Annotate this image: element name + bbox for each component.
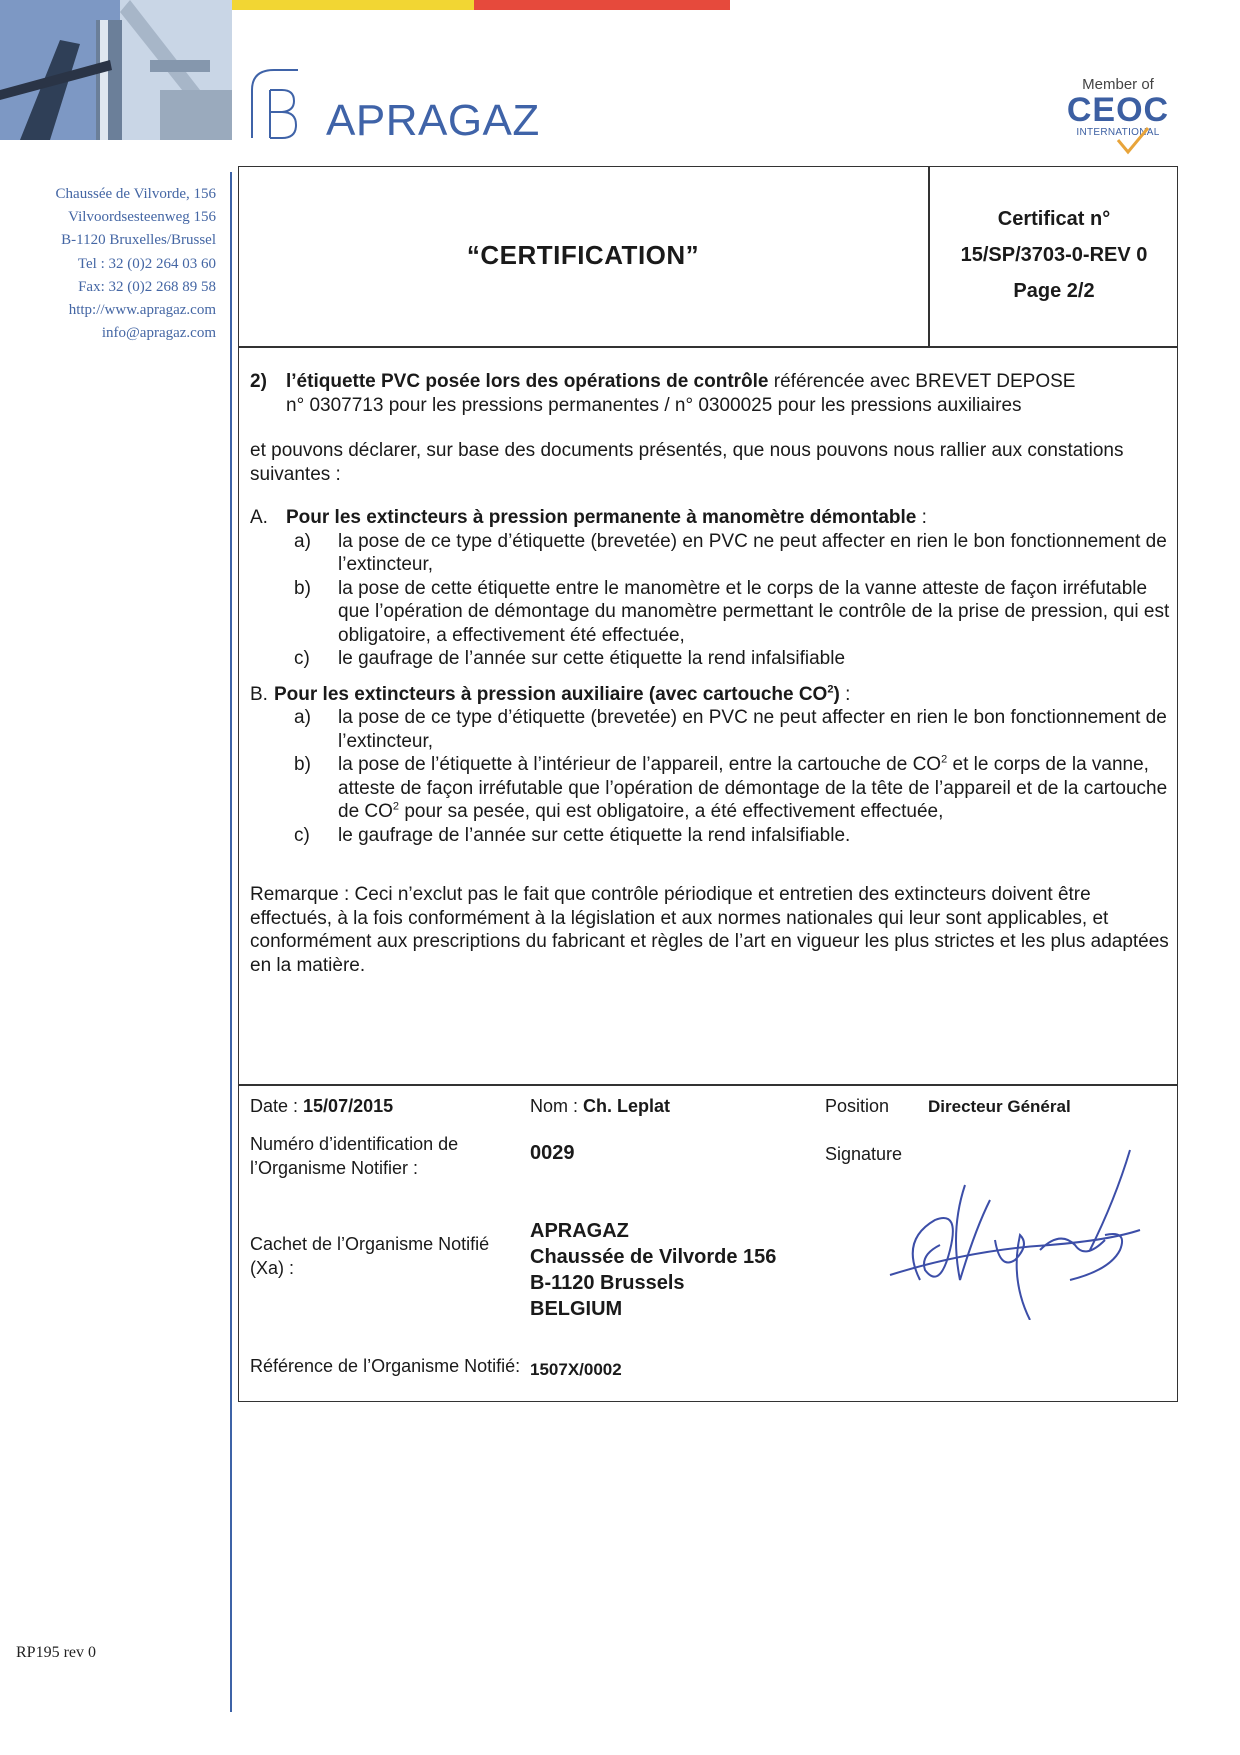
list-label: b) (294, 754, 311, 775)
section-b-title: Pour les extincteurs à pression auxiliaire (avec cartouche CO (274, 683, 828, 705)
list-label: a) (294, 707, 311, 728)
name-field (530, 1096, 670, 1117)
certificate-number: 15/SP/3703-0-REV 0 (960, 244, 1148, 266)
address-line: Vilvoordsesteenweg 156 (68, 209, 216, 226)
position-label: Position (825, 1096, 890, 1116)
footer-divider (238, 1084, 1178, 1086)
address-fax: Fax: 32 (0)2 268 89 58 (78, 278, 216, 295)
date-value: 15/07/2015 (303, 1096, 394, 1116)
certificate-label: Certificat n° (997, 208, 1111, 230)
section-a-item (294, 530, 1170, 577)
certificate-body (250, 370, 1170, 977)
company-address (0, 183, 216, 345)
section-b-item (294, 753, 1170, 824)
remark-paragraph: Remarque : Ceci n’exclut pas le fait que contrôle périodique et entretien des extincteurs doivent être effectués, à la fois conformément à la législation et aux normes nationales qui leur sont applicables, et conformément aux prescriptions du fabricant et règles de l’art en vigueur les plus strictes et les plus adaptées en la matière. (250, 884, 1169, 976)
header-photo (0, 0, 232, 140)
address-website: http://www.apragaz.com (68, 302, 216, 319)
sidebar-divider (230, 172, 232, 1712)
list-text: la pose de cette étiquette entre le manomètre et le corps de la vanne atteste de façon irréfutable que l’opération de démontage du manomètre permettant le contrôle de la prise de pression, qui est obligatoire, a effectivement été effectuée, (338, 577, 1170, 646)
item-2-bold: l’étiquette PVC posée lors des opérations de contrôle (286, 371, 769, 392)
section-b-label: B. (250, 683, 268, 705)
handwritten-signature (880, 1140, 1150, 1320)
section-a-item (294, 577, 1170, 648)
ceoc-name: CEOC (1066, 91, 1170, 129)
position-value: Directeur Général (928, 1097, 1071, 1116)
name-value: Ch. Leplat (583, 1096, 671, 1116)
apragaz-logo-icon (250, 66, 302, 140)
stamp-label: Cachet de l’Organisme Notifié (Xa) : (250, 1234, 490, 1278)
reference-value: 1507X/0002 (530, 1360, 622, 1379)
section-b-item (294, 706, 1170, 753)
list-text: la pose de l’étiquette à l’intérieur de l’appareil, entre la cartouche de $CO^2$ et le corps de la vanne, atteste de façon irréfutable que l’opération de démontage de la tête de l’appareil et de la cartouche de $CO^2$ pour sa pesée, qui est obligatoire, a été effectivement effectuée, (338, 753, 1168, 822)
address-email: info@apragaz.com (101, 325, 216, 342)
checkmark-icon (1114, 126, 1150, 156)
item-2 (250, 370, 1170, 417)
list-label: b) (294, 577, 311, 599)
list-text: la pose de ce type d’étiquette (brevetée) en PVC ne peut affecter en rien le bon fonctionnement de l’extincteur, (338, 707, 1167, 752)
id-value: 0029 (530, 1142, 575, 1164)
address-line: Chaussée de Vilvorde, 156 (55, 186, 216, 202)
list-label: c) (294, 824, 310, 846)
date-label: Date : (250, 1096, 304, 1116)
list-label: a) (294, 530, 311, 552)
header-divider (238, 346, 1178, 348)
section-a (250, 506, 1170, 671)
list-text: le gaufrage de l’année sur cette étiquette la rend infalsifiable (338, 648, 846, 669)
address-phone: Tel : 32 (0)2 264 03 60 (77, 255, 216, 272)
address-line: B-1120 Bruxelles/Brussel (61, 232, 216, 249)
certificate-info (930, 201, 1178, 309)
document-title: “CERTIFICATION” (466, 240, 700, 270)
stamp-line: B-1120 Brussels (530, 1272, 685, 1294)
item-2-line2: n° 0307713 pour les pressions permanentes / n° 0300025 pour les pressions auxiliaires (286, 394, 1022, 416)
list-text: le gaufrage de l’année sur cette étiquette la rend infalsifiable. (338, 824, 851, 846)
item-2-line1: référencée avec BREVET DEPOSE (768, 371, 1076, 392)
ceoc-international: INTERNATIONAL (1076, 127, 1160, 138)
ceoc-member-of: Member of (1082, 76, 1154, 93)
section-a-title: Pour les extincteurs à pression permanente à manomètre démontable (286, 507, 917, 528)
section-a-item (294, 647, 1170, 671)
ceoc-logo (1058, 76, 1178, 158)
reference-label: Référence de l’Organisme Notifié: (250, 1356, 521, 1376)
signature-label: Signature (825, 1144, 903, 1164)
list-label: c) (294, 648, 310, 669)
apragaz-logo-text: APRAGAZ (326, 96, 540, 145)
item-2-number: 2) (250, 371, 267, 392)
header-color-bar (232, 0, 730, 10)
page-number: Page 2/2 (1013, 280, 1095, 302)
section-b (250, 683, 1170, 848)
section-a-label: A. (250, 507, 268, 528)
stamp-line: BELGIUM (530, 1298, 623, 1320)
stamp-value (530, 1218, 776, 1322)
date-field (250, 1096, 393, 1117)
stamp-line: Chaussée de Vilvorde 156 (530, 1246, 777, 1268)
intro-paragraph: et pouvons déclarer, sur base des documents présentés, que nous pouvons nous rallier aux constations suivantes : (250, 440, 1124, 485)
name-label: Nom : (530, 1096, 584, 1116)
section-b-end: ) (833, 683, 840, 705)
section-b-sup: 2 (827, 683, 834, 696)
stamp-line: APRAGAZ (530, 1220, 629, 1242)
section-b-item (294, 824, 1170, 848)
section-a-colon: : (916, 507, 927, 528)
id-label: Numéro d’identification de l’Organisme Notifier : (250, 1134, 459, 1178)
section-b-colon: : (839, 683, 851, 705)
list-text: la pose de ce type d’étiquette (brevetée) en PVC ne peut affecter en rien le bon fonctionnement de l’extincteur, (338, 530, 1167, 575)
document-code: RP195 rev 0 (16, 1644, 96, 1661)
